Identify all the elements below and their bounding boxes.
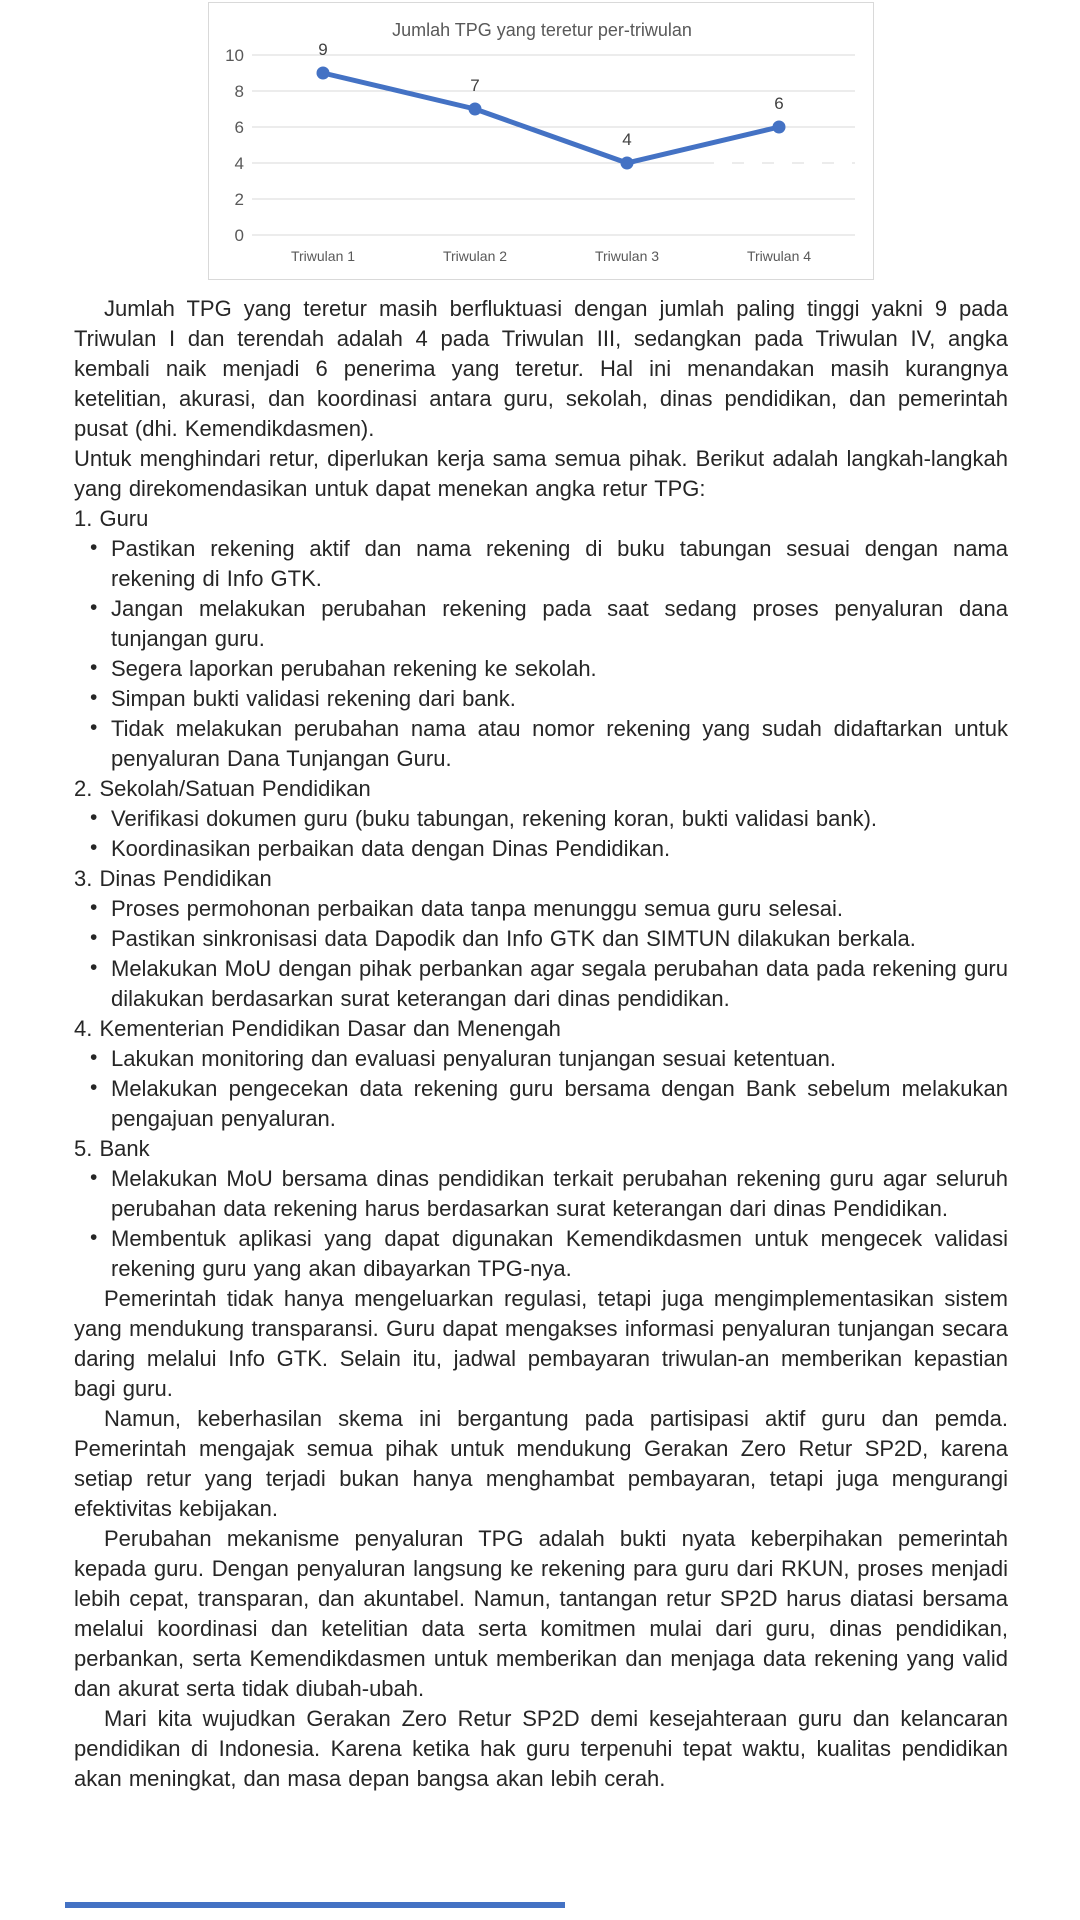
bullet-item (74, 804, 1008, 834)
tpg-line-chart (208, 2, 874, 280)
bullet-marker: • (90, 836, 98, 859)
bullet-item (74, 954, 1008, 1014)
x-axis-category-label: Triwulan 4 (746, 248, 812, 264)
bullet-text: Melakukan MoU bersama dinas pendidikan terkait perubahan rekening guru agar seluruh perubahan data rekening harus berdasarkan surat keterangan dari dinas Pendidikan. (111, 1166, 1008, 1221)
bullet-item (74, 834, 1008, 864)
bullet-marker: • (90, 806, 98, 829)
bullet-marker: • (90, 716, 98, 739)
bullet-marker: • (90, 1046, 98, 1069)
section-heading: 3. Dinas Pendidikan (74, 866, 272, 891)
chart-data-label: 4 (622, 130, 632, 149)
bullet-text: Proses permohonan perbaikan data tanpa menunggu semua guru selesai. (111, 896, 844, 921)
y-axis-tick-label: 2 (234, 190, 244, 209)
x-axis-category-label: Triwulan 2 (442, 248, 508, 264)
y-axis-tick-label: 4 (234, 154, 244, 173)
section-heading: 1. Guru (74, 506, 149, 531)
bullet-item (74, 924, 1008, 954)
x-axis-category-label: Triwulan 3 (594, 248, 660, 264)
chart-data-point (317, 67, 330, 80)
bullet-text: Verifikasi dokumen guru (buku tabungan, rekening koran, bukti validasi bank). (111, 806, 878, 831)
bullet-text: Simpan bukti validasi rekening dari bank. (111, 686, 516, 711)
bullet-marker: • (90, 596, 98, 619)
bullet-item (74, 1044, 1008, 1074)
closing-paragraph: Perubahan mekanisme penyaluran TPG adalah bukti nyata keberpihakan pemerintah kepada guru. Dengan penyaluran langsung ke rekening para guru dari RKUN, proses menjadi lebih cepat, transparan, dan akuntabel. Namun, tantangan retur SP2D harus diatasi bersama melalui koordinasi dan ketelitian data serta komitmen mulai dari guru, dinas pendidikan, perbankan, serta Kemendikdasmen untuk memberikan dan menjaga data rekening yang valid dan akurat serta tidak diubah-ubah. (74, 1526, 1008, 1701)
chart-data-point (773, 121, 786, 134)
bullet-item (74, 894, 1008, 924)
chart-data-point (621, 157, 634, 170)
bullet-item (74, 714, 1008, 774)
bullet-text: Jangan melakukan perubahan rekening pada saat sedang proses penyaluran dana tunjangan guru. (111, 596, 1008, 651)
closing-paragraph: Pemerintah tidak hanya mengeluarkan regulasi, tetapi juga mengimplementasikan sistem yang mendukung transparansi. Guru dapat mengakses informasi penyaluran tunjangan secara daring melalui Info GTK. Selain itu, jadwal pembayaran triwulan-an memberikan kepastian bagi guru. (74, 1286, 1008, 1401)
section-heading: 5. Bank (74, 1136, 150, 1161)
chart-data-label: 7 (470, 76, 480, 95)
section-heading: 2. Sekolah/Satuan Pendidikan (74, 776, 371, 801)
y-axis-tick-label: 6 (234, 118, 244, 137)
bullet-marker: • (90, 536, 98, 559)
chart-data-point (469, 103, 482, 116)
chart-title: Jumlah TPG yang teretur per-triwulan (392, 20, 692, 40)
bullet-item (74, 654, 1008, 684)
document-body (74, 294, 1008, 1794)
next-element-partial-bar (65, 1902, 565, 1908)
bullet-text: Koordinasikan perbaikan data dengan Dinas Pendidikan. (111, 836, 671, 861)
bullet-item (74, 684, 1008, 714)
y-axis-tick-label: 10 (225, 46, 244, 65)
bullet-text: Tidak melakukan perubahan nama atau nomor rekening yang sudah didaftarkan untuk penyaluran Dana Tunjangan Guru. (111, 716, 1008, 771)
bullet-marker: • (90, 656, 98, 679)
bullet-item (74, 1224, 1008, 1284)
bullet-text: Membentuk aplikasi yang dapat digunakan Kemendikdasmen untuk mengecek validasi rekening guru yang akan dibayarkan TPG-nya. (111, 1226, 1008, 1281)
bullet-item (74, 534, 1008, 594)
bullet-text: Pastikan rekening aktif dan nama rekening di buku tabungan sesuai dengan nama rekening di Info GTK. (111, 536, 1008, 591)
chart-data-label: 6 (774, 94, 784, 113)
bullet-marker: • (90, 926, 98, 949)
paragraph-summary: Jumlah TPG yang teretur masih berfluktuasi dengan jumlah paling tinggi yakni 9 pada Triwulan I dan terendah adalah 4 pada Triwulan III, sedangkan pada Triwulan IV, angka kembali naik menjadi 6 penerima yang teretur. Hal ini menandakan masih kurangnya ketelitian, akurasi, dan koordinasi antara guru, sekolah, dinas pendidikan, dan pemerintah pusat (dhi. Kemendikdasmen). (74, 296, 1008, 441)
chart-canvas (209, 3, 873, 277)
bullet-item (74, 594, 1008, 654)
bullet-item (74, 1074, 1008, 1134)
bullet-text: Melakukan pengecekan data rekening guru bersama dengan Bank sebelum melakukan pengajuan penyaluran. (111, 1076, 1008, 1131)
closing-paragraph: Mari kita wujudkan Gerakan Zero Retur SP2D demi kesejahteraan guru dan kelancaran pendidikan di Indonesia. Karena ketika hak guru terpenuhi tepat waktu, kualitas pendidikan akan meningkat, dan masa depan bangsa akan lebih cerah. (74, 1706, 1008, 1791)
closing-paragraphs (74, 1284, 1008, 1794)
y-axis-tick-label: 0 (234, 226, 244, 245)
closing-paragraph: Namun, keberhasilan skema ini bergantung pada partisipasi aktif guru dan pemda. Pemerintah mengajak semua pihak untuk mendukung Gerakan Zero Retur SP2D, karena setiap retur yang terjadi bukan hanya menghambat pembayaran, tetapi juga mengurangi efektivitas kebijakan. (74, 1406, 1008, 1521)
bullet-marker: • (90, 1076, 98, 1099)
bullet-text: Melakukan MoU dengan pihak perbankan agar segala perubahan data pada rekening guru dilakukan berdasarkan surat keterangan dari dinas pendidikan. (111, 956, 1008, 1011)
chart-series-line (323, 73, 779, 163)
chart-data-label: 9 (318, 40, 328, 59)
paragraph-intro: Untuk menghindari retur, diperlukan kerja sama semua pihak. Berikut adalah langkah-langkah yang direkomendasikan untuk dapat menekan angka retur TPG: (74, 446, 1008, 501)
bullet-text: Segera laporkan perubahan rekening ke sekolah. (111, 656, 597, 681)
bullet-text: Lakukan monitoring dan evaluasi penyaluran tunjangan sesuai ketentuan. (111, 1046, 836, 1071)
bullet-marker: • (90, 1226, 98, 1249)
bullet-item (74, 1164, 1008, 1224)
y-axis-tick-label: 8 (234, 82, 244, 101)
section-heading: 4. Kementerian Pendidikan Dasar dan Menengah (74, 1016, 561, 1041)
bullet-marker: • (90, 1166, 98, 1189)
bullet-marker: • (90, 956, 98, 979)
bullet-marker: • (90, 896, 98, 919)
recommendation-list (74, 504, 1008, 1284)
bullet-marker: • (90, 686, 98, 709)
bullet-text: Pastikan sinkronisasi data Dapodik dan Info GTK dan SIMTUN dilakukan berkala. (111, 926, 916, 951)
x-axis-category-label: Triwulan 1 (290, 248, 356, 264)
